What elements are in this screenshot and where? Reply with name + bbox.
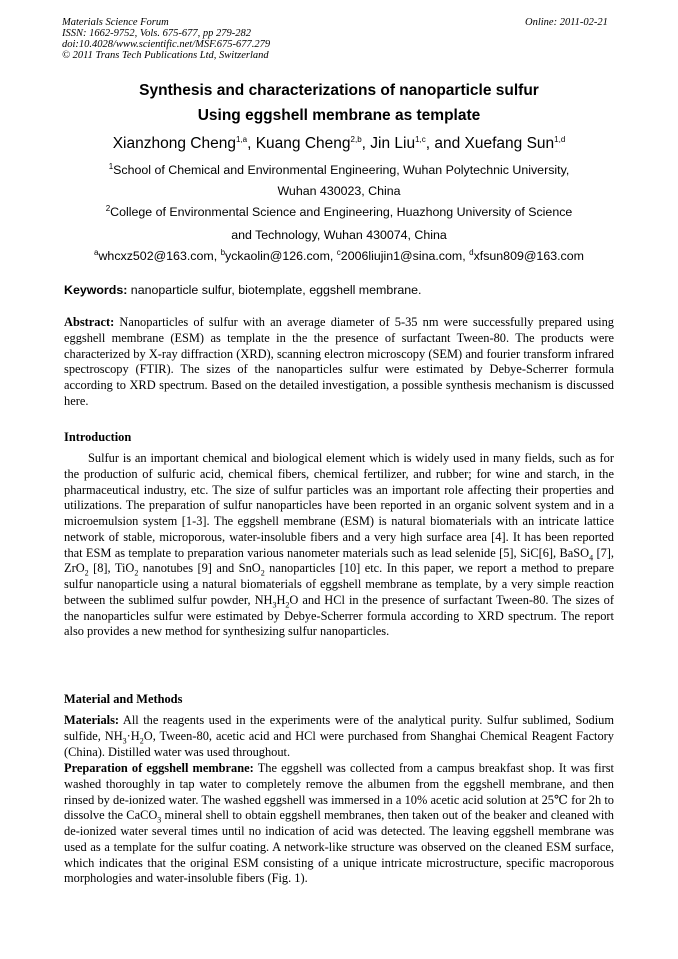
keywords-label: Keywords: bbox=[64, 283, 128, 297]
keywords-text: nanoparticle sulfur, biotemplate, eggshell membrane. bbox=[127, 283, 422, 297]
preparation-paragraph: Preparation of eggshell membrane: The eggshell was collected from a campus breakfast shop. It was first washed thoroughly in tap water to completely remove the albumen from the eggshell membrane, and then rinsed by de-ionized water. The washed eggshell was immersed in a 10% acetic acid solution at 25℃ for 2h to dissolve the CaCO$_3$ mineral shell to obtain eggshell membranes, then taken out of the beaker and cleaned with de-ionized water several times until no indication of acid was detected. The leaving eggshell membrane was used as a template for the sulfur coating. A network-like structure was observed on the cleaned ESM surface, which indicates that the original ESM consisting of a unique intricate microstructure, specific macroporous morphologies and water-insoluble fibers (Fig. 1). bbox=[64, 761, 614, 886]
abstract-text: Nanoparticles of sulfur with an average diameter of 5-35 nm were successfully prepared using eggshell membrane (ESM) as template in the the presence of surfactant Tween-80. The products were characterized by X-ray diffraction (XRD), scanning electron microscopy (SEM) and fourier transform infrared spectroscopy (FTIR). The sizes of the nanoparticles sulfur were estimated by Debye-Scherrer formula according to XRD spectrum. Based on the detailed investigation, a possible synthesis mechanism is discussed here. bbox=[64, 315, 614, 408]
abstract-label: Abstract: bbox=[64, 315, 115, 329]
email-link[interactable]: 2006liujin1@sina.com bbox=[340, 249, 463, 263]
introduction-heading: Introduction bbox=[64, 430, 132, 444]
email-link[interactable]: yckaolin@126.com bbox=[225, 249, 330, 263]
email-link[interactable]: whcxz502@163.com bbox=[98, 249, 214, 263]
paper-title-line-1: Synthesis and characterizations of nanoparticle sulfur bbox=[139, 82, 539, 99]
journal-header bbox=[62, 17, 270, 61]
preparation-label: Preparation of eggshell membrane: bbox=[64, 761, 254, 775]
affiliation-1-line-2: Wuhan 430023, China bbox=[277, 184, 401, 198]
author-list: Xianzhong Cheng$^{1,a}$, Kuang Cheng$^{2,b}$, Jin Liu$^{1,c}$, and Xuefang Sun$^{1,d}$ bbox=[112, 134, 566, 152]
materials-label: Materials: bbox=[64, 713, 120, 727]
introduction-paragraph: Sulfur is an important chemical and biological element which is widely used in many fields, such as for the production of sulfuric acid, chemical fibers, chemical fertilizer, and rubber; for wine and starch, in the pharmaceutical industry, etc. The size of sulfur particles was an important role affecting their properties and utilizations. The preparation of sulfur nanoparticles have been reported in an organic solvent system and in a microemulsion system [1-3]. The eggshell membrane (ESM) is natural biomaterials with an intricate lattice network of stable, microporous, water-insoluble fibers and a very high surface area [4]. It has been reported that ESM as template to preparation various nanometer materials such as lead selenide [5], SiC[6], BaSO$_4$ [7], ZrO$_2$ [8], TiO$_2$ nanotubes [9] and SnO$_2$ nanoparticles [10] etc. In this paper, we report a method to prepare sulfur nanoparticle using a natural biomaterials of eggshell membrane as template, by a very simple reaction between the sublimed sulfur powder, $NH_3H_2O$ and HCl in the presence of surfactant Tween-80. The sizes of the nanoparticles sulfur were estimated by Debye-Scherrer formula according to XRD spectrum. The report also provides a new method for synthesizing sulfur nanoparticles. bbox=[64, 451, 614, 639]
author-name: Jin Liu bbox=[370, 135, 416, 152]
keywords bbox=[64, 283, 421, 297]
materials-paragraph: Materials: All the reagents used in the experiments were of the analytical purity. Sulfur sublimed, Sodium sulfide, $NH_3\cdot H_2O$, Tween-80, acetic acid and HCl were purchased from Shanghai Chemical Reagent Factory (China). Distilled water was used throughout. bbox=[64, 713, 614, 759]
author-sup: 1,a bbox=[235, 134, 248, 144]
paper-title-line-2: Using eggshell membrane as template bbox=[197, 107, 481, 124]
author-sup: 2,b bbox=[350, 134, 362, 144]
email-list: $^a$whcxz502@163.com, $^b$yckaolin@126.com, $^c$2006liujin1@sina.com, $^d$xfsun809@163.com bbox=[94, 247, 584, 263]
abstract bbox=[64, 315, 614, 410]
affiliation-1-line-1: $^1$School of Chemical and Environmental Engineering, Wuhan Polytechnic University, bbox=[108, 161, 570, 177]
author-name: Xuefang Sun bbox=[464, 135, 555, 152]
doi-line: doi:10.4028/www.scientific.net/MSF.675-677.279 bbox=[62, 39, 271, 50]
author-name: Kuang Cheng bbox=[255, 135, 351, 152]
methods-heading: Material and Methods bbox=[64, 692, 183, 706]
author-sup: 1,d bbox=[554, 134, 566, 144]
copyright-line: © 2011 Trans Tech Publications Ltd, Switzerland bbox=[62, 50, 269, 61]
issn-line: ISSN: 1662-9752, Vols. 675-677, pp 279-282 bbox=[62, 28, 251, 39]
affiliation-2-line-1: $^2$College of Environmental Science and Engineering, Huazhong University of Science bbox=[105, 203, 573, 219]
author-name: Xianzhong Cheng bbox=[112, 135, 236, 152]
journal-name: Materials Science Forum bbox=[62, 17, 169, 28]
affiliation-2-line-2: and Technology, Wuhan 430074, China bbox=[231, 228, 447, 242]
email-link[interactable]: xfsun809@163.com bbox=[473, 249, 584, 263]
online-date: Online: 2011-02-21 bbox=[525, 17, 608, 28]
author-sup: 1,c bbox=[415, 134, 426, 144]
